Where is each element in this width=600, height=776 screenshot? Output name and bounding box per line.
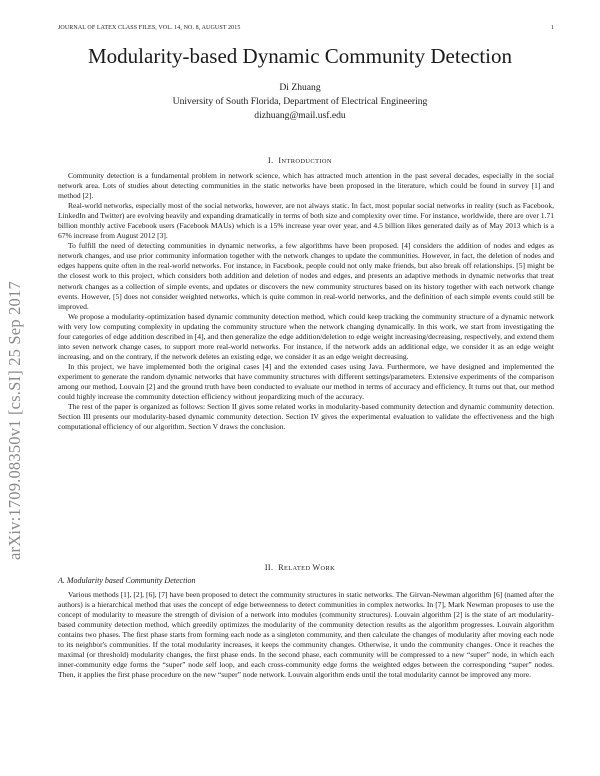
paragraph: The rest of the paper is organized as follows: Section II gives some related works in modularity-based community detection and dynamic community detection. Section III presents our modularity-based dynamic community detection. Section IV gives the experimental evaluation to validate the effectiveness and the high computational efficiency of our algorithm. Section V draws the conclusion. [58,402,554,432]
paragraph: Real-world networks, especially most of the social networks, however, are not always static. In fact, most popular social networks in reality (such as Facebook, LinkedIn and Twitter) are evolving heavily and expanding dramatically in terms of both size and complexity over time. For instance, worldwide, there are over 1.71 billion monthly active Facebook users (Facebook MAUs) which is a 15% increase year over year, and 4.5 billion likes generated daily as of May 2013 which is a 67% increase from August 2012 [3]. [58,201,554,241]
related-work-body [58,590,554,680]
paper-title: Modularity-based Dynamic Community Detection [88,44,512,68]
paragraph: Various methods [1], [2], [6], [7] have been proposed to detect the community structures in static networks. The Girvan-Newman algorithm [6] (named after the authors) is a hierarchical method that uses the concept of edge betweenness to detect communities in complex networks. In [7], Mark Newman proposes to use the concept of modularity to measure the strength of division of a network into modules (community structures). Louvain algorithm [2] is the state of art modularity-based community detection method, which greedily optimizes the modularity of the community detection results as the algorithm progresses. Louvain algorithm contains two phases. The first phase starts from forming each node as a singleton community, and then calculate the changes of modularity after moving each node to its neighbor's communities. If the total modularity increases, it keeps the community changes. Otherwise, it undo the community changes. Once it reaches the maximal (or threshold) modularity changes, the first phase ends. In the second phase, each community will be compressed to a new “super” node, in which each inner-community edge forms the “super” node self loop, and each cross-community edge forms the weighted edges between the corresponding “super” nodes. Then, it applies the first phase procedure on the new “super” node network. Louvain algorithm ends until the total modularity cannot be improved any more. [58,590,554,680]
paragraph: We propose a modularity-optimization based dynamic community detection method, which could keep tracking the community structure of a dynamic network with very low computing complexity in updating the community structure when the network changing dynamically. In this work, we start from investigating the four categories of edge addition described in [4], and then generalize the edge addition/deletion to edge weight increasing/decreasing, respectively, and extend them into seven network change cases, to support more real-world networks. For instance, if the network adds an additional edge, we consider it as an edge weight increasing, and on the contrary, if the network deletes an existing edge, we consider it as an edge weight decreasing. [58,311,554,361]
section-heading-introduction: I. INTRODUCTION [268,156,332,165]
author-email: dizhuang@mail.usf.edu [254,110,346,121]
author-affiliation: University of South Florida, Department of Electrical Engineering [172,96,428,107]
running-header [58,25,554,37]
page-number: 1 [550,25,554,31]
paragraph: Community detection is a fundamental problem in network science, which has attracted much attention in the past several decades, especially in the social network area. Lots of studies about detecting communities in the static networks have been proposed in the literature, which could be found in survey [1] and method [2]. [58,171,554,201]
introduction-body [58,171,554,432]
paragraph: In this project, we have implemented both the original cases [4] and the extended cases using Java. Furthermore, we have designed and implemented the experiment to generate the random dynamic networks that have community structures with different settings/parameters. Extensive experiments of the comparison among our method, Louvain [2] and the ground truth have been conducted to evaluate our method in terms of accuracy and efficiency. It turns out that, our method could highly increase the community detection efficiency without jeopardizing much of the accuracy. [58,361,554,402]
paragraph: To fulfill the need of detecting communities in dynamic networks, a few algorithms have been proposed. [4] considers the addition of nodes and edges as network changes, and use prior community information together with the network changes to update the communities. However, in fact, the deletion of nodes and edges happens quite often in the real-world networks. For instance, in Facebook, people could not only make friends, but also break off relationships. [5] might be the closest work to this project, which considers both addition and deletion of nodes and edges, and presents an adaptive methods in dynamic networks that treat network changes as a collection of simple events, and updates or discovers the new community structures based on its history together with each network change events. However, [5] does not consider weighted networks, which is quite common in real-world networks, and the definition of each simple events could still be improved. [58,241,554,311]
journal-header: JOURNAL OF LATEX CLASS FILES, VOL. 14, NO. 8, AUGUST 2015 [58,25,241,31]
arxiv-stamp: arXiv:1709.08350v1 [cs.SI] 25 Sep 2017 [5,281,24,560]
section-heading-related-work: II. RELATED WORK [264,563,336,572]
author-name: Di Zhuang [279,82,321,93]
subsection-heading: A. Modularity based Community Detection [58,576,196,585]
